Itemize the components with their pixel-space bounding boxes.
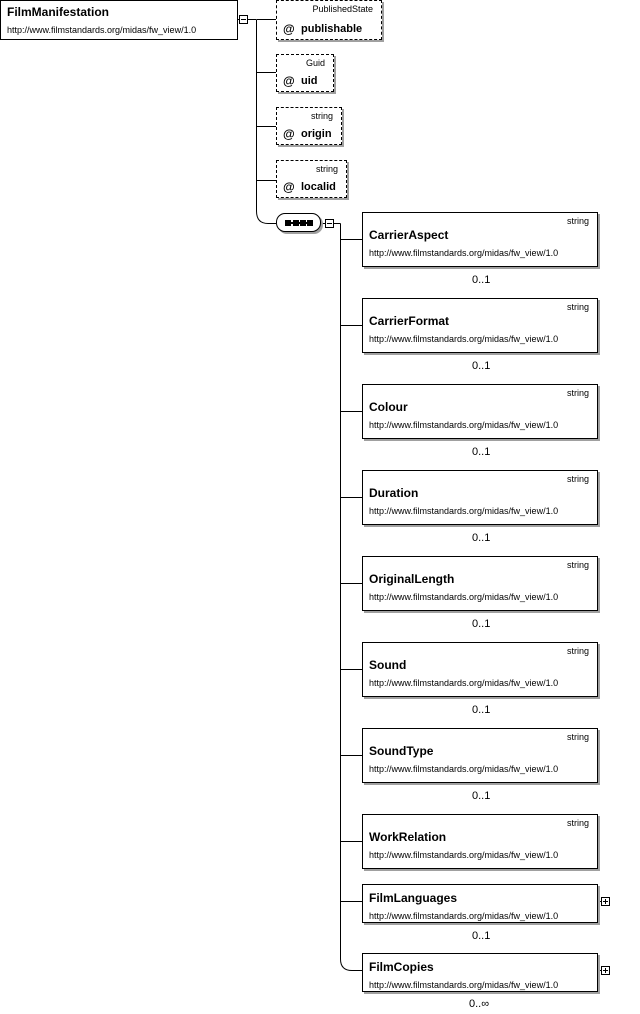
attribute-at-icon: @ (283, 22, 295, 36)
attribute-type: string (315, 164, 338, 174)
element-work-relation[interactable] (362, 814, 598, 869)
element-name: CarrierFormat (369, 314, 450, 328)
element-namespace: http://www.filmstandards.org/midas/fw_view/1.0 (369, 334, 559, 344)
expand-film-copies-icon[interactable] (601, 966, 610, 975)
element-cardinality: 0..1 (472, 790, 491, 802)
collapse-sequence-toggle-icon[interactable] (325, 219, 334, 228)
element-type: string (566, 732, 589, 742)
element-type: string (566, 216, 589, 226)
element-carrier-aspect[interactable] (362, 212, 598, 267)
element-original-length[interactable] (362, 556, 598, 611)
element-sound-type[interactable] (362, 728, 598, 783)
element-namespace: http://www.filmstandards.org/midas/fw_view/1.0 (369, 850, 559, 860)
element-name: SoundType (369, 744, 434, 758)
element-name: Colour (369, 400, 408, 414)
attribute-name: uid (301, 75, 318, 87)
element-name: CarrierAspect (369, 228, 449, 242)
element-namespace: http://www.filmstandards.org/midas/fw_view/1.0 (369, 248, 559, 258)
element-cardinality: 0..1 (472, 704, 491, 716)
attribute-origin[interactable] (276, 107, 342, 145)
element-name: Sound (369, 658, 407, 672)
element-type: string (566, 646, 589, 656)
element-type: string (566, 302, 589, 312)
element-name: FilmLanguages (369, 891, 458, 905)
element-namespace: http://www.filmstandards.org/midas/fw_view/1.0 (369, 980, 559, 990)
element-cardinality: 0..∞ (469, 998, 490, 1010)
element-namespace: http://www.filmstandards.org/midas/fw_view/1.0 (369, 678, 559, 688)
element-duration[interactable] (362, 470, 598, 525)
root-element-name: FilmManifestation (7, 5, 110, 19)
element-type: string (566, 560, 589, 570)
attribute-type: PublishedState (312, 4, 373, 14)
attribute-type: string (310, 111, 333, 121)
element-name: FilmCopies (369, 960, 434, 974)
attribute-localid[interactable] (276, 160, 347, 198)
element-film-copies[interactable] (362, 953, 598, 992)
root-element-namespace: http://www.filmstandards.org/midas/fw_view/1.0 (7, 25, 197, 35)
attribute-at-icon: @ (283, 180, 295, 194)
root-element-box[interactable] (0, 0, 238, 40)
element-carrier-format[interactable] (362, 298, 598, 353)
attribute-name: origin (301, 128, 332, 140)
element-cardinality: 0..1 (472, 930, 491, 942)
element-sound[interactable] (362, 642, 598, 697)
element-name: WorkRelation (369, 830, 447, 844)
element-film-languages[interactable] (362, 884, 598, 923)
attribute-at-icon: @ (283, 127, 295, 141)
element-namespace: http://www.filmstandards.org/midas/fw_view/1.0 (369, 592, 559, 602)
element-cardinality: 0..1 (472, 532, 491, 544)
expand-film-languages-icon[interactable] (601, 897, 610, 906)
attribute-name: publishable (301, 23, 363, 35)
sequence-compositor-icon[interactable] (276, 213, 321, 232)
element-colour[interactable] (362, 384, 598, 439)
element-cardinality: 0..1 (472, 618, 491, 630)
element-namespace: http://www.filmstandards.org/midas/fw_view/1.0 (369, 420, 559, 430)
element-namespace: http://www.filmstandards.org/midas/fw_view/1.0 (369, 764, 559, 774)
element-cardinality: 0..1 (472, 360, 491, 372)
attribute-name: localid (301, 181, 336, 193)
element-name: Duration (369, 486, 419, 500)
element-type: string (566, 388, 589, 398)
attribute-at-icon: @ (283, 74, 295, 88)
element-type: string (566, 474, 589, 484)
element-namespace: http://www.filmstandards.org/midas/fw_view/1.0 (369, 506, 559, 516)
element-namespace: http://www.filmstandards.org/midas/fw_view/1.0 (369, 911, 559, 921)
attribute-publishable[interactable] (276, 0, 382, 40)
collapse-root-toggle-icon[interactable] (239, 15, 248, 24)
element-cardinality: 0..1 (472, 274, 491, 286)
element-cardinality: 0..1 (472, 446, 491, 458)
attribute-uid[interactable] (276, 54, 334, 92)
element-name: OriginalLength (369, 572, 455, 586)
attribute-type: Guid (305, 58, 325, 68)
element-type: string (566, 818, 589, 828)
